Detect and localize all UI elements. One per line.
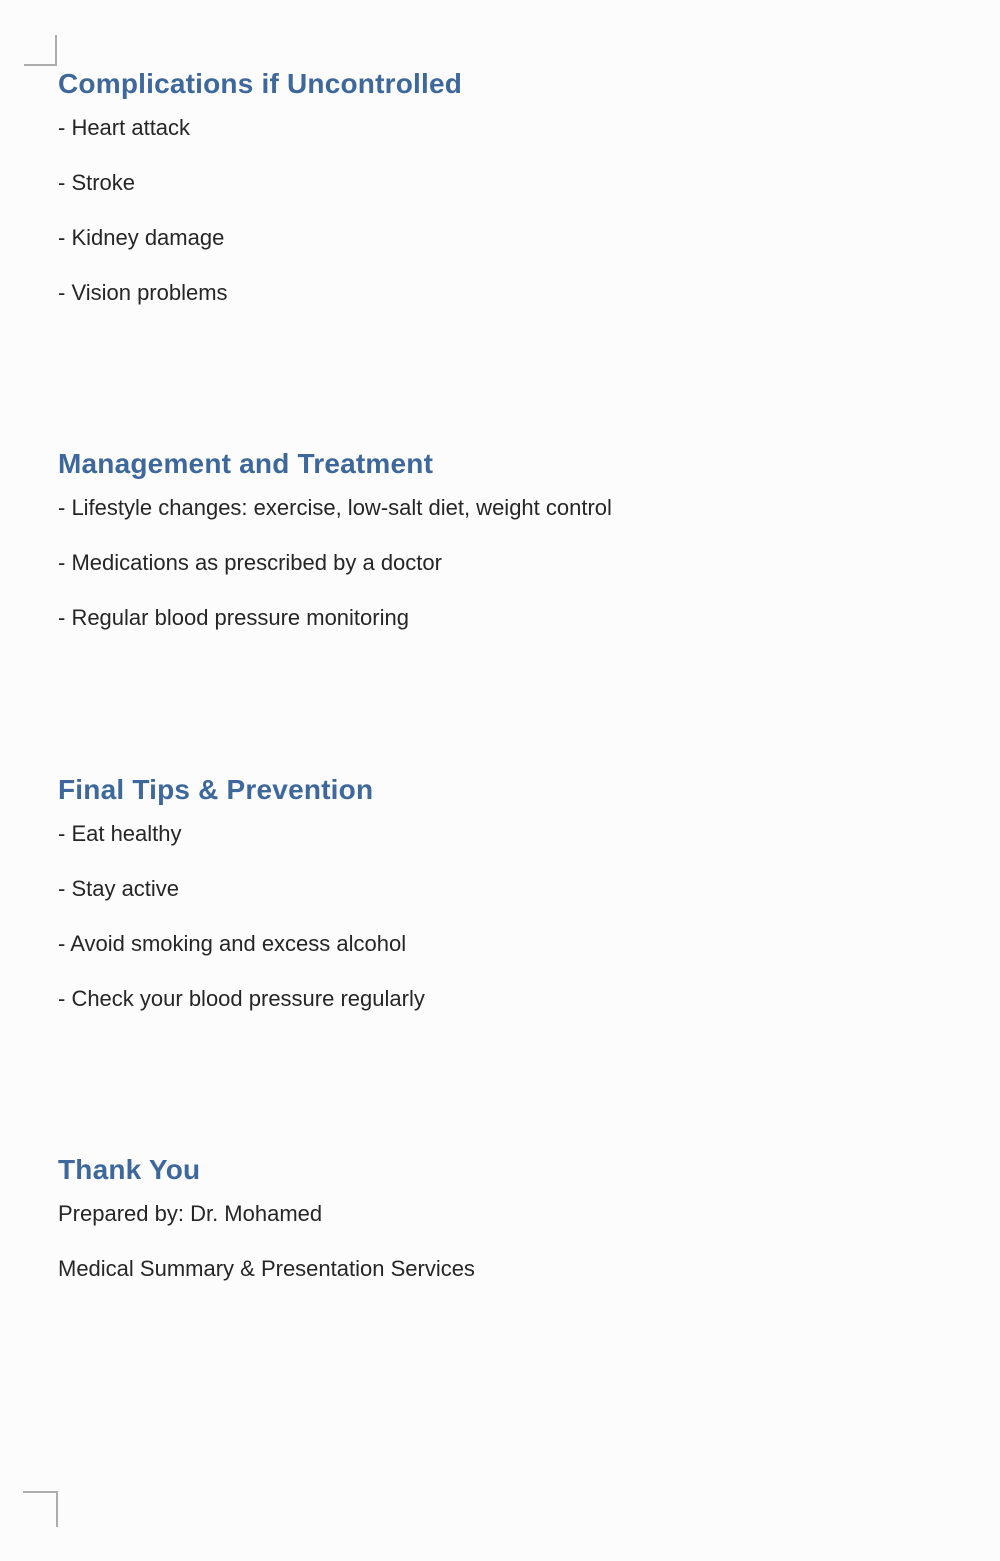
list-item: - Stay active — [58, 876, 180, 901]
prepared-by-line: Prepared by: Dr. Mohamed — [58, 1201, 323, 1226]
list-item: - Eat healthy — [58, 821, 182, 846]
list-item: - Stroke — [58, 170, 136, 195]
list-item: - Vision problems — [58, 280, 228, 305]
list-item: - Avoid smoking and excess alcohol — [58, 931, 407, 956]
section-thank-you — [58, 1156, 960, 1311]
section-title: Management and Treatment — [58, 448, 434, 479]
list-item: - Medications as prescribed by a doctor — [58, 550, 442, 575]
section-complications — [58, 70, 960, 335]
page-margin-corner-bottom-icon — [23, 1491, 58, 1527]
list-item: - Check your blood pressure regularly — [58, 986, 425, 1011]
section-title: Complications if Uncontrolled — [58, 68, 463, 99]
section-management — [58, 450, 960, 660]
section-final-tips — [58, 776, 960, 1041]
list-item: - Lifestyle changes: exercise, low-salt diet, weight control — [58, 495, 612, 520]
section-title: Thank You — [58, 1154, 201, 1185]
section-title: Final Tips & Prevention — [58, 774, 374, 805]
list-item: - Heart attack — [58, 115, 191, 140]
page-margin-corner-top-icon — [24, 35, 57, 66]
services-line: Medical Summary & Presentation Services — [58, 1256, 475, 1281]
list-item: - Kidney damage — [58, 225, 225, 250]
list-item: - Regular blood pressure monitoring — [58, 605, 409, 630]
